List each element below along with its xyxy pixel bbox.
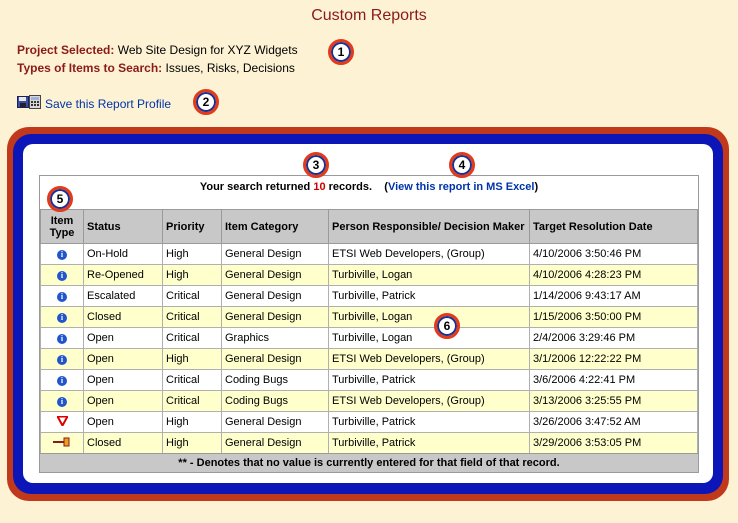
- cell-priority: High: [163, 244, 222, 265]
- cell-category: General Design: [222, 244, 329, 265]
- footer-note: ** - Denotes that no value is currently entered for that field of that record.: [40, 453, 698, 472]
- save-profile-link[interactable]: [17, 95, 171, 112]
- cell-person: Turbiville, Logan: [329, 328, 530, 349]
- issue-icon: i: [41, 265, 84, 286]
- table-row[interactable]: [41, 370, 698, 391]
- cell-date: 1/14/2006 9:43:17 AM: [530, 286, 698, 307]
- callout-5: 5: [47, 186, 73, 212]
- cell-person: ETSI Web Developers, (Group): [329, 391, 530, 412]
- header-priority[interactable]: Priority: [163, 210, 222, 244]
- page-title: Custom Reports: [311, 7, 427, 24]
- issue-icon: i: [41, 286, 84, 307]
- table-row[interactable]: [41, 349, 698, 370]
- table-header-row: [41, 210, 698, 244]
- cell-person: Turbiville, Patrick: [329, 433, 530, 454]
- types-line: [17, 61, 295, 75]
- search-summary-suffix: records.: [328, 181, 373, 193]
- cell-person: ETSI Web Developers, (Group): [329, 349, 530, 370]
- cell-person: Turbiville, Patrick: [329, 286, 530, 307]
- cell-date: 4/10/2006 3:50:46 PM: [530, 244, 698, 265]
- issue-icon: i: [41, 328, 84, 349]
- types-value: Issues, Risks, Decisions: [165, 61, 295, 75]
- cell-status: Open: [84, 391, 163, 412]
- cell-status: Closed: [84, 433, 163, 454]
- floppy-disk-icon[interactable]: [17, 96, 29, 111]
- search-summary-prefix: Your search returned: [199, 181, 311, 193]
- cell-status: Open: [84, 412, 163, 433]
- project-selected-label: Project Selected:: [17, 43, 115, 57]
- record-count: 10: [313, 181, 326, 193]
- cell-priority: Critical: [163, 370, 222, 391]
- cell-category: Coding Bugs: [222, 391, 329, 412]
- cell-category: Graphics: [222, 328, 329, 349]
- callout-2: 2: [193, 89, 219, 115]
- header-status[interactable]: Status: [84, 210, 163, 244]
- header-item-category[interactable]: Item Category: [222, 210, 329, 244]
- risk-icon: [41, 412, 84, 433]
- project-selected-line: [17, 43, 298, 57]
- cell-priority: High: [163, 412, 222, 433]
- cell-person: Turbiville, Logan: [329, 265, 530, 286]
- save-profile-label[interactable]: Save this Report Profile: [45, 96, 172, 111]
- cell-status: Escalated: [84, 286, 163, 307]
- cell-status: Open: [84, 328, 163, 349]
- issue-icon: i: [41, 307, 84, 328]
- cell-status: Open: [84, 349, 163, 370]
- decision-icon: [41, 433, 84, 454]
- cell-person: Turbiville, Logan: [329, 307, 530, 328]
- cell-priority: Critical: [163, 286, 222, 307]
- search-summary: Your search returned 10 records. (View this report in MS Excel): [199, 181, 539, 193]
- cell-person: ETSI Web Developers, (Group): [329, 244, 530, 265]
- cell-date: 2/4/2006 3:29:46 PM: [530, 328, 698, 349]
- cell-status: Closed: [84, 307, 163, 328]
- table-row[interactable]: [41, 244, 698, 265]
- cell-person: Turbiville, Patrick: [329, 370, 530, 391]
- issue-icon: i: [41, 370, 84, 391]
- cell-date: 3/13/2006 3:25:55 PM: [530, 391, 698, 412]
- results-table: [40, 209, 698, 454]
- table-row[interactable]: [41, 433, 698, 454]
- cell-date: 4/10/2006 4:28:23 PM: [530, 265, 698, 286]
- cell-category: General Design: [222, 433, 329, 454]
- report-results-panel: [39, 175, 699, 473]
- calculator-icon[interactable]: [29, 95, 41, 112]
- callout-3: 3: [303, 152, 329, 178]
- project-selected-value: Web Site Design for XYZ Widgets: [117, 43, 298, 57]
- header-item-type[interactable]: Item Type: [41, 210, 84, 244]
- table-row[interactable]: [41, 265, 698, 286]
- cell-priority: High: [163, 433, 222, 454]
- table-row[interactable]: [41, 412, 698, 433]
- cell-date: 3/6/2006 4:22:41 PM: [530, 370, 698, 391]
- cell-date: 1/15/2006 3:50:00 PM: [530, 307, 698, 328]
- table-row[interactable]: [41, 391, 698, 412]
- header-target-date[interactable]: Target Resolution Date: [530, 210, 698, 244]
- cell-category: General Design: [222, 286, 329, 307]
- cell-status: On-Hold: [84, 244, 163, 265]
- excel-export-link[interactable]: View this report in MS Excel: [387, 181, 535, 193]
- table-row[interactable]: [41, 328, 698, 349]
- table-row[interactable]: [41, 307, 698, 328]
- cell-priority: Critical: [163, 307, 222, 328]
- cell-category: General Design: [222, 349, 329, 370]
- callout-6: 6: [434, 313, 460, 339]
- cell-status: Re-Opened: [84, 265, 163, 286]
- issue-icon: i: [41, 244, 84, 265]
- cell-date: 3/26/2006 3:47:52 AM: [530, 412, 698, 433]
- cell-priority: Critical: [163, 328, 222, 349]
- cell-priority: High: [163, 265, 222, 286]
- cell-priority: High: [163, 349, 222, 370]
- cell-category: Coding Bugs: [222, 370, 329, 391]
- cell-priority: Critical: [163, 391, 222, 412]
- cell-category: General Design: [222, 265, 329, 286]
- callout-1: 1: [328, 39, 354, 65]
- cell-status: Open: [84, 370, 163, 391]
- cell-category: General Design: [222, 412, 329, 433]
- issue-icon: i: [41, 391, 84, 412]
- table-row[interactable]: [41, 286, 698, 307]
- cell-person: Turbiville, Patrick: [329, 412, 530, 433]
- callout-4: 4: [449, 152, 475, 178]
- cell-date: 3/1/2006 12:22:22 PM: [530, 349, 698, 370]
- issue-icon: i: [41, 349, 84, 370]
- cell-category: General Design: [222, 307, 329, 328]
- header-person-responsible[interactable]: Person Responsible/ Decision Maker: [329, 210, 530, 244]
- cell-date: 3/29/2006 3:53:05 PM: [530, 433, 698, 454]
- types-label: Types of Items to Search:: [17, 61, 163, 75]
